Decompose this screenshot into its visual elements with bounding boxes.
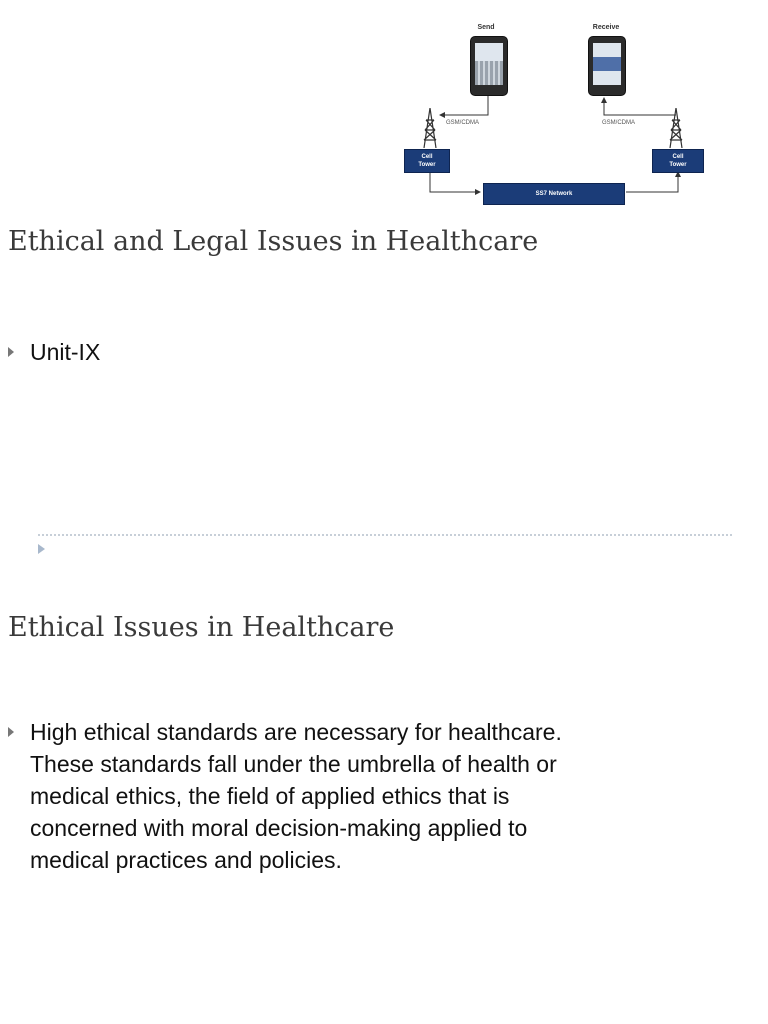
cell-tower-left-box: Cell Tower [404,149,450,173]
slide2-title: Ethical Issues in Healthcare [8,612,395,643]
slide2-bullet [8,716,562,876]
slide2-bullet-line: High ethical standards are necessary for healthcare. [30,719,562,745]
receive-label: Receive [592,24,620,31]
page-marker-arrow-icon [38,544,45,554]
ss7-network-box: SS7 Network [483,183,625,205]
slide1-bullet-text: Unit-IX [30,339,101,365]
slide2-bullet-line: These standards fall under the umbrella of health or [30,751,557,777]
slide-divider [38,534,732,536]
gsm-cdma-left-label: GSM/CDMA [446,120,479,126]
slide2-bullet-line: medical practices and policies. [30,847,342,873]
send-label: Send [477,24,495,31]
slide2-bullet-line: medical ethics, the field of applied ethics that is [30,783,510,809]
bullet-arrow-icon [8,347,14,357]
slide1-title: Ethical and Legal Issues in Healthcare [8,226,539,257]
cell-tower-right-box: Cell Tower [652,149,704,173]
gsm-cdma-right-label: GSM/CDMA [602,120,635,126]
sms-network-diagram [390,20,720,212]
slide2-bullet-paragraph [30,716,562,876]
slide1-bullet [8,336,100,368]
slide2-bullet-line: concerned with moral decision-making applied to [30,815,528,841]
bullet-arrow-icon [8,727,14,737]
